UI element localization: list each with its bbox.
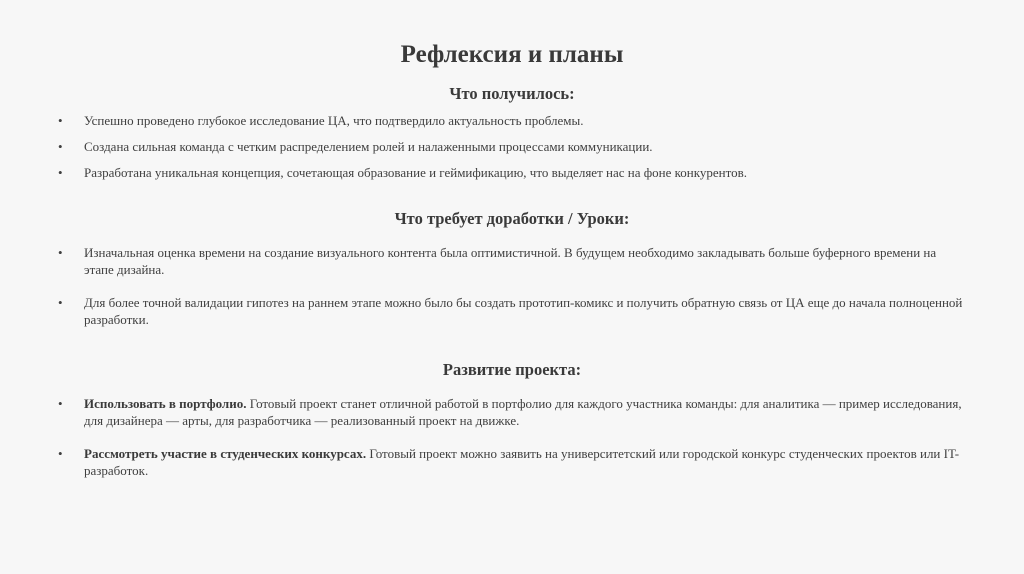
list-item-text: Готовый проект станет отличной работой в портфолио для каждого участника команды: для аналитика — пример исследования, для дизайнера — арты, для разработчика — реализованный проект на движке. [84,396,962,428]
list-item [58,112,963,129]
list-item-text: Для более точной валидации гипотез на раннем этапе можно было бы создать прототип-комикс и получить обратную связь от ЦА еще до начала полноценной разработки. [84,295,963,327]
section-heading-achievements: Что получилось: [449,84,575,103]
slide-title: Рефлексия и планы [400,41,624,68]
list-item-text: Готовый проект можно заявить на университетский или городской конкурс студенческих проектов или IT-разработок. [84,446,960,478]
list-item-text: Разработана уникальная концепция, сочетающая образование и геймификацию, что выделяет нас на фоне конкурентов. [84,165,747,180]
lessons-list [58,244,963,328]
section-heading-lessons: Что требует доработки / Уроки: [394,209,630,228]
section-heading-development: Развитие проекта: [442,360,582,379]
list-item-text: Создана сильная команда с четким распределением ролей и налаженными процессами коммуникации. [84,139,653,154]
bullet-icon: • [58,446,63,461]
bullet-icon: • [58,245,63,260]
list-item [58,138,963,155]
list-item-bold-lead: Использовать в портфолио. [84,396,247,411]
list-item-text: Успешно проведено глубокое исследование ЦА, что подтвердило актуальность проблемы. [84,113,584,128]
list-item-bold-lead: Рассмотреть участие в студенческих конкурсах. [84,446,367,461]
bullet-icon: • [58,113,63,128]
list-item [58,164,963,181]
list-item [58,395,963,429]
list-item-text: Изначальная оценка времени на создание визуального контента была оптимистичной. В будущем необходимо закладывать больше буферного времени на этапе дизайна. [84,245,937,277]
list-item [58,244,963,278]
development-list [58,395,963,479]
bullet-icon: • [58,139,63,154]
bullet-icon: • [58,295,63,310]
achievements-list [58,112,963,181]
bullet-icon: • [58,165,63,180]
list-item [58,445,963,479]
list-item [58,294,963,328]
bullet-icon: • [58,396,63,411]
